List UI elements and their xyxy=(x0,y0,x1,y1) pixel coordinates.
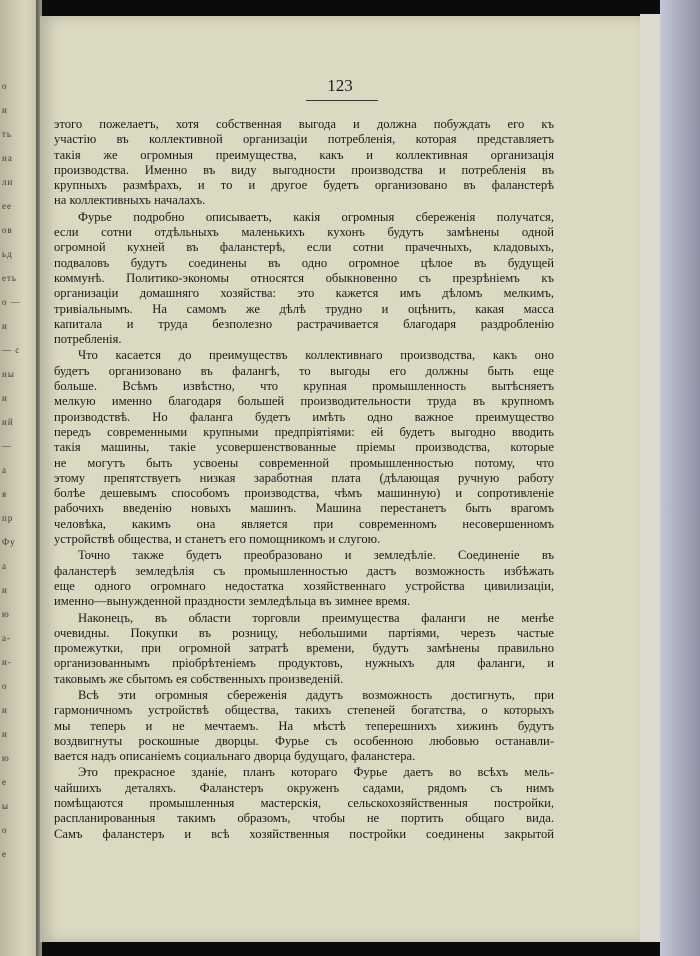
facing-page-fragment: пр xyxy=(2,513,14,523)
text-line: промежутки, при огромной затратѣ времени, будутъ замѣнены правильно xyxy=(54,641,554,656)
page-number: 123 xyxy=(327,76,353,95)
facing-page-fragment: на xyxy=(2,153,13,163)
text-line: огромной кухней въ фаланстерѣ, если сотни прачечныхъ, кладовыхъ, xyxy=(54,240,554,255)
text-line: Это прекрасное зданіе, планъ котораго Фурье даетъ во всѣхъ мель- xyxy=(78,765,554,780)
text-line: вается надъ описаніемъ социальнаго дворца будущаго, фаланстера. xyxy=(54,749,416,764)
text-line: производствѣ. Но фаланга будетъ имѣть одно важное преимущество xyxy=(54,409,554,424)
page-number-rule xyxy=(306,100,378,101)
text-line: если сотни отдѣльныхъ маленькихъ кухонъ будутъ замѣнены одной xyxy=(54,225,554,240)
facing-page-fragment: — с xyxy=(2,345,21,355)
text-line: Точно также будетъ преобразовано и земледѣліе. Соединеніе въ xyxy=(78,548,554,563)
text-line: Что касается до преимуществъ коллективнаго производства, какъ оно xyxy=(78,348,554,363)
paragraph xyxy=(54,210,554,348)
text-line: на коллективныхъ началахъ. xyxy=(54,193,206,208)
facing-page-fragment: а xyxy=(2,561,7,571)
text-line: Всѣ эти огромныя сбереженія дадутъ возможность достигнуть, при xyxy=(78,687,554,702)
text-line: мелкую именно благодаря большей производительности труда въ крупномъ xyxy=(54,394,554,409)
facing-page-fragment: о xyxy=(2,681,8,691)
page-block-edge xyxy=(640,14,660,942)
paragraph xyxy=(54,611,554,687)
facing-page-fragment: ю xyxy=(2,753,10,763)
facing-page-fragment: ов xyxy=(2,225,13,235)
facing-page-fragment: о xyxy=(2,825,8,835)
facing-page-fragment: ли xyxy=(2,177,14,187)
text-line: помѣщаются промышленныя мастерскія, сельскохозяйственныя постройки, xyxy=(54,796,554,811)
text-line: чайшихъ деталяхъ. Фаланстеръ окруженъ садами, рядомъ съ нимъ xyxy=(54,780,554,795)
text-line: подваловъ будутъ соединены въ одно огромное цѣлое въ будущей xyxy=(54,255,554,270)
facing-page-fragment: о xyxy=(2,81,8,91)
facing-page-fragment: — xyxy=(2,441,12,451)
text-line: не могутъ быть усвоены современной промышленностью потому, что xyxy=(54,455,554,470)
facing-page-fragment: а- xyxy=(2,633,11,643)
text-line: таковымъ же сбытомъ ея собственныхъ произведеній. xyxy=(54,671,344,686)
text-line: организованнымъ пріобрѣтеніемъ продуктовъ, нужныхъ для фаланги, и xyxy=(54,656,554,671)
text-line: фаланстерѣ земледѣлія съ промышленностью дастъ возможность избѣжать xyxy=(54,563,554,578)
facing-page-fragment: и xyxy=(2,393,8,403)
text-line: больше. Всѣмъ извѣстно, что крупная промышленность вытѣсняетъ xyxy=(54,379,554,394)
text-line: коммунѣ. Политико-экономы относятся обыкновенно съ презрѣніемъ къ xyxy=(54,270,554,285)
text-line: передъ современными крупными предпріятіями: ей будетъ выгодно вводить xyxy=(54,424,554,439)
text-line: тривіальнымъ. На самомъ же дѣлѣ трудно и оцѣнить, какая масса xyxy=(54,301,554,316)
text-line: распланированныя такимъ образомъ, чтобы не портить общаго вида. xyxy=(54,811,554,826)
text-line: гармоничномъ устройствѣ общества, такихъ степеней богатства, о которыхъ xyxy=(54,703,554,718)
facing-page-fragment: ий xyxy=(2,417,14,427)
book-binding xyxy=(660,0,700,956)
facing-page-fragment: а xyxy=(2,465,7,475)
text-line: Фурье подробно описываетъ, какія огромныя сбереженія получатся, xyxy=(78,209,554,224)
facing-page-fragment: ть xyxy=(2,129,13,139)
facing-page-fragment: еть xyxy=(2,273,18,283)
facing-page-fragment: ьд xyxy=(2,249,13,259)
paragraph xyxy=(54,348,554,547)
facing-page-fragment: ы xyxy=(2,801,10,811)
facing-page-fragment: и xyxy=(2,705,8,715)
facing-page-fragment: и xyxy=(2,585,8,595)
text-line: такія машины, такіе усовершенствованные пріемы производства, которые xyxy=(54,440,554,455)
text-line: этого пожелаетъ, хотя собственная выгода и должна побуждать его къ xyxy=(54,117,554,131)
text-line: рабочихъ введенію новыхъ машинъ. Машина перестанетъ быть врагомъ xyxy=(54,501,554,516)
facing-page-fragment: Фу xyxy=(2,537,16,547)
paragraph xyxy=(54,688,554,764)
text-line: этому препятствуетъ низкая заработная плата (дѣлающая ручную работу xyxy=(54,470,554,485)
text-line: Самъ фаланстеръ и всѣ хозяйственныя постройки соединены закрытой xyxy=(54,826,554,841)
text-line: организаціи домашняго хозяйства: это кажется имъ дѣломъ мелкимъ, xyxy=(54,286,554,301)
facing-page-fragment: ю xyxy=(2,609,10,619)
text-line: человѣка, какимъ она является при современномъ несовершенномъ xyxy=(54,516,554,531)
text-line: такія же огромныя преимущества, какъ и коллективная организація xyxy=(54,147,554,162)
facing-page-fragment: ее xyxy=(2,201,12,211)
text-line: производства. Именно въ виду выгодности производства и потребленія въ xyxy=(54,162,554,177)
facing-page-fragment: е xyxy=(2,777,7,787)
text-line: Наконецъ, въ области торговли преимущества фаланги не менѣе xyxy=(78,610,554,625)
text-line: мы теперь и не мечтаемъ. На мѣстѣ теперешнихъ хижинъ будутъ xyxy=(54,718,554,733)
text-line: именно—вынужденной праздности земледѣльца въ зимнее время. xyxy=(54,594,411,609)
facing-page-fragment: о — xyxy=(2,297,21,307)
facing-page-fragment: и xyxy=(2,321,8,331)
paragraph xyxy=(54,117,554,209)
text-line: потребленія. xyxy=(54,332,122,347)
text-line: устройствѣ общества, и станетъ его помощникомъ и слугою. xyxy=(54,532,381,547)
facing-page-fragment: и- xyxy=(2,657,12,667)
text-line: очевидны. Покупки въ розницу, небольшими партіями, черезъ частые xyxy=(54,625,554,640)
text-line: будетъ организовано въ фалангѣ, то выгоды его должны быть еще xyxy=(54,363,554,378)
text-line: еще одного огромнаго недостатка хозяйственнаго устройства цивилизаціи, xyxy=(54,578,554,593)
book-page xyxy=(40,16,640,942)
text-line: воздвигнуты роскошные дворцы. Фурье съ особенною любовью останавли- xyxy=(54,733,554,748)
text-line: капитала и труда безполезно растрачивается благодаря раздробленію xyxy=(54,316,554,331)
paragraph xyxy=(54,765,554,841)
facing-page-edge xyxy=(0,0,36,956)
facing-page-fragment: и xyxy=(2,729,8,739)
facing-page-fragment: я xyxy=(2,489,8,499)
facing-page-fragment: и xyxy=(2,105,8,115)
text-line: участію въ коллективной организаціи потребленія, которая представляетъ xyxy=(54,132,554,147)
paragraph xyxy=(54,548,554,609)
facing-page-fragment: е xyxy=(2,849,7,859)
body-text xyxy=(54,117,554,842)
text-line: крупныхъ размѣрахъ, и то и другое будетъ организовано въ фаланстерѣ xyxy=(54,178,554,193)
text-line: болѣе дешевымъ способомъ производства, чѣмъ машинную) и сопротивленіе xyxy=(54,486,554,501)
facing-page-fragment: ны xyxy=(2,369,15,379)
